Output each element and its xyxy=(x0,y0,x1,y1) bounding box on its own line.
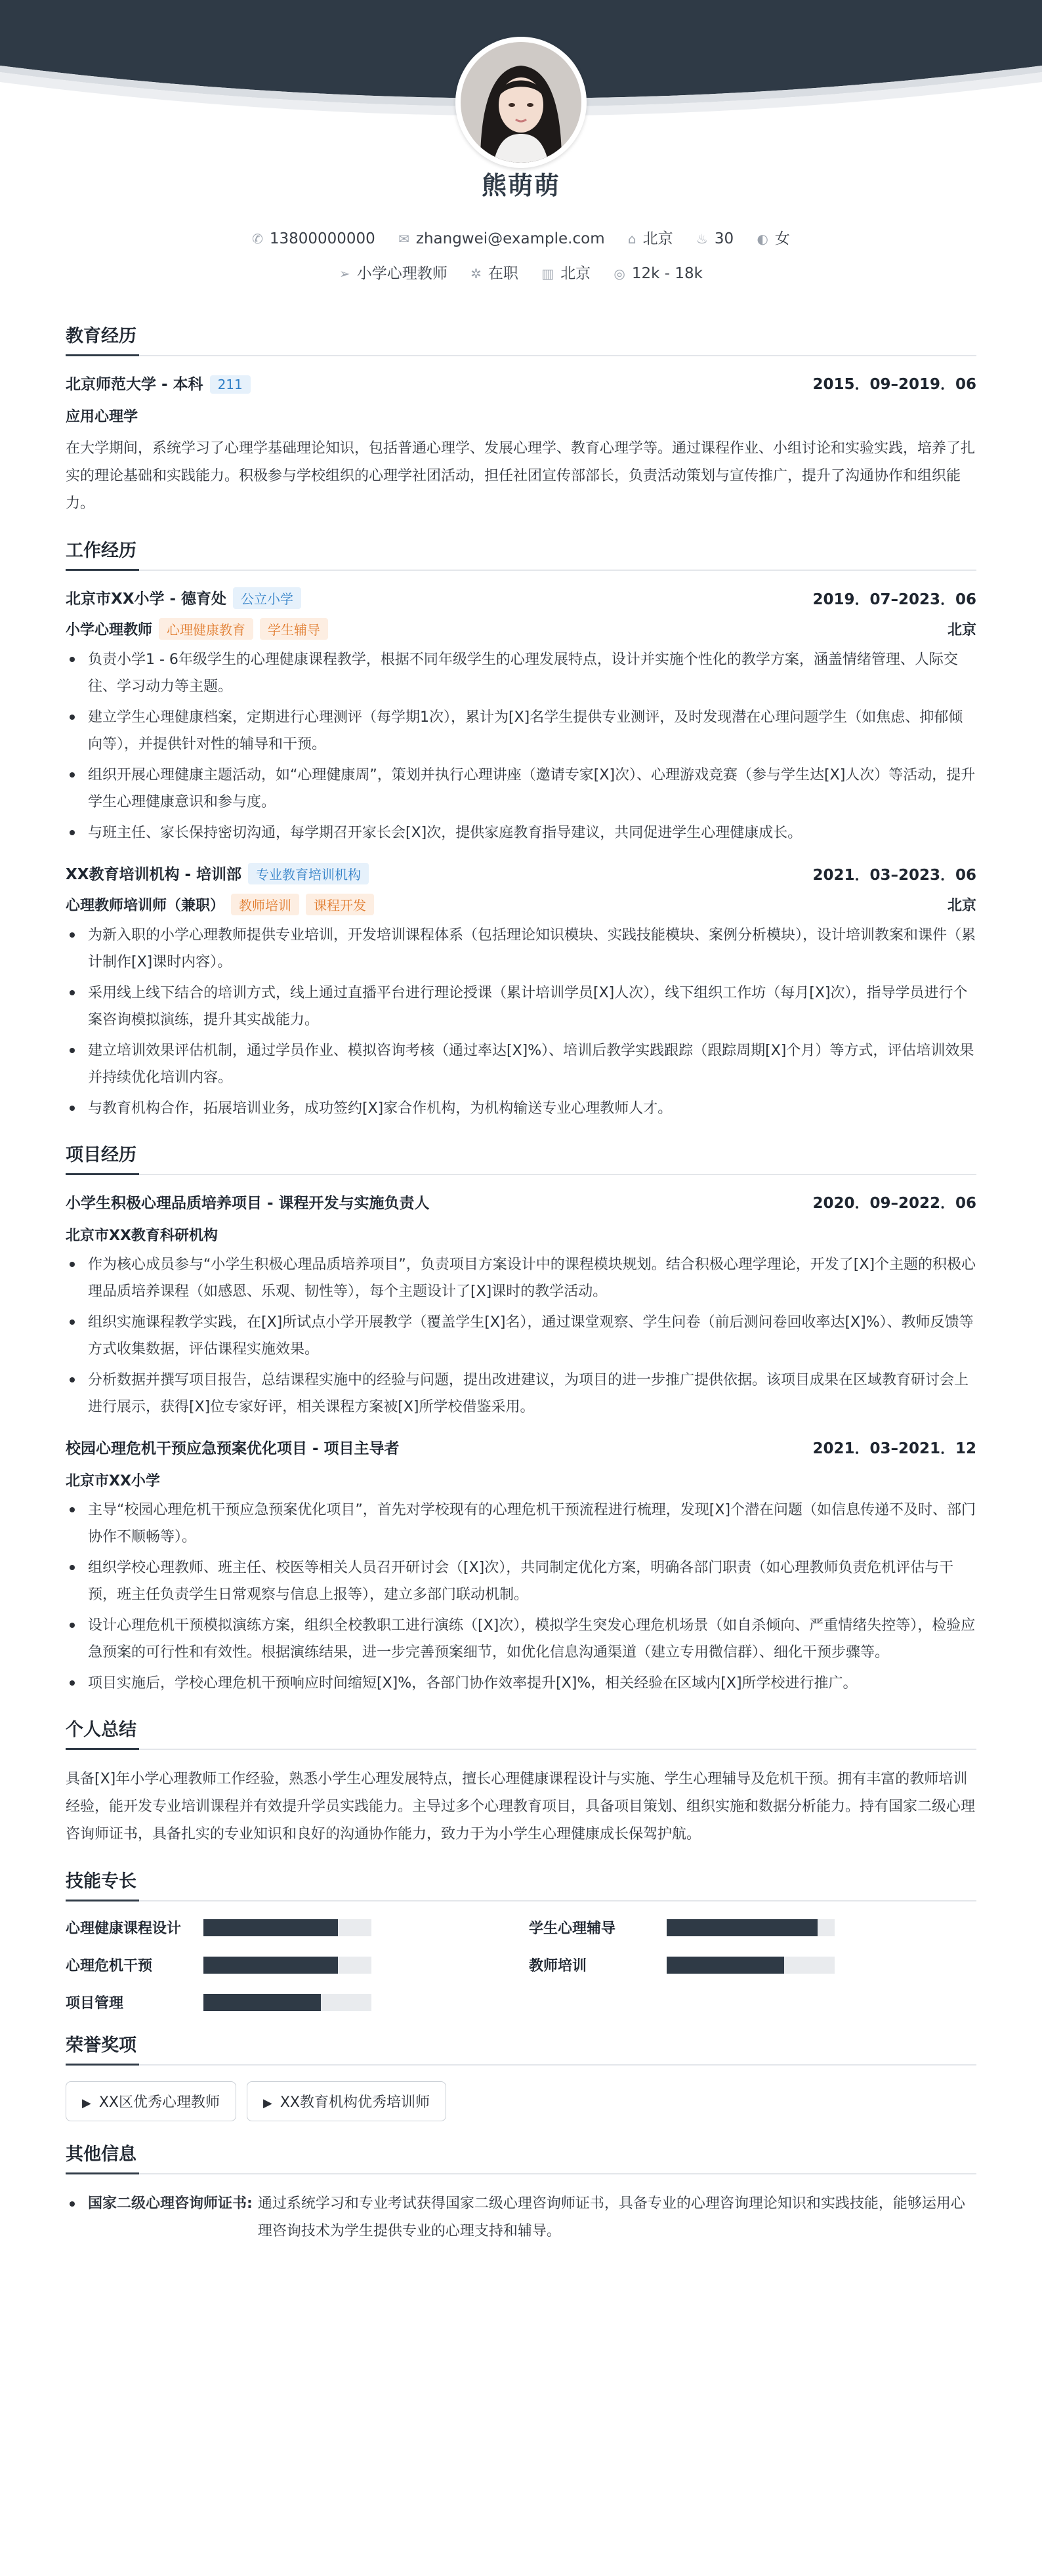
skills-section xyxy=(66,1867,976,2012)
resume-content xyxy=(66,322,976,2264)
email: ✉ zhangwei@example.com xyxy=(398,230,605,247)
work-bullets xyxy=(66,922,976,1122)
role-tag: 心理健康教育 xyxy=(159,618,253,640)
education-description: 在大学期间，系统学习了心理学基础理论知识，包括普通心理学、发展心理学、教育心理学等。通过课程作业、小组讨论和实验实践，培养了扎实的理论基础和实践能力。积极参与学校组织的心理学社团活动，担任社团宣传部部长，负责活动策划与宣传推广，提升了沟通协作和组织能力。 xyxy=(66,440,976,512)
work-org: XX教育培训机构 - 培训部 xyxy=(66,866,242,883)
desired-salary: ◎ 12k - 18k xyxy=(614,265,703,282)
role-row xyxy=(66,894,976,915)
project-entry xyxy=(66,1191,976,1421)
triangle-icon: ▶ xyxy=(82,2096,91,2110)
work-org-line xyxy=(66,587,301,609)
role-tag: 教师培训 xyxy=(231,894,299,915)
other-key: 国家二级心理咨询师证书: xyxy=(88,2195,253,2212)
honors-section xyxy=(66,2031,976,2121)
triangle-icon: ▶ xyxy=(263,2096,272,2110)
section-title: 项目经历 xyxy=(66,1140,976,1175)
project-header xyxy=(66,1191,976,1213)
job-status: ✲ 在职 xyxy=(470,265,518,282)
candidate-name: 熊萌萌 xyxy=(481,171,560,200)
work-section xyxy=(66,536,976,1122)
skills-grid xyxy=(66,1917,976,2012)
skill-label: 心理危机干预 xyxy=(66,1958,153,1974)
section-title: 技能专长 xyxy=(66,1867,976,1901)
school-tag: 211 xyxy=(210,375,251,394)
list-item: 负责小学1 - 6年级学生的心理健康课程教学，根据不同年级学生的心理发展特点，设计并实施个性化的教学方案，涵盖情绪管理、人际交往、学习动力等主题。 xyxy=(66,646,976,700)
skill-item xyxy=(66,1992,529,2012)
education-date: 2015．09–2019．06 xyxy=(812,376,976,393)
building-icon: ▥ xyxy=(541,266,554,281)
work-org-line xyxy=(66,862,369,884)
work-entry xyxy=(66,862,976,1122)
skill-label: 学生心理辅导 xyxy=(529,1921,616,1937)
project-name: 校园心理危机干预应急预案优化项目 - 项目主导者 xyxy=(66,1440,400,1457)
work-date: 2021．03–2023．06 xyxy=(812,866,976,884)
profile-photo xyxy=(461,42,581,163)
list-item: 与班主任、家长保持密切沟通，每学期召开家长会[X]次，提供家庭教育指导建议，共同促进学生心理健康成长。 xyxy=(66,820,976,846)
honor-badge xyxy=(247,2081,446,2121)
section-title: 教育经历 xyxy=(66,322,976,356)
skill-bar xyxy=(667,1919,835,1936)
gender: ◐ 女 xyxy=(757,230,790,247)
role: 小学心理教师 xyxy=(66,622,153,638)
work-date: 2019．07–2023．06 xyxy=(812,591,976,608)
desired-city: ▥ 北京 xyxy=(541,265,591,282)
work-header xyxy=(66,587,976,609)
list-item: 分析数据并撰写项目报告，总结课程实施中的经验与问题，提出改进建议，为项目的进一步推广提供依据。该项目成果在区域教育研讨会上进行展示，获得[X]位专家好评，相关课程方案被[X]所学校借鉴采用。 xyxy=(66,1367,976,1421)
list-item: 采用线上线下结合的培训方式，线上通过直播平台进行理论授课（累计培训学员[X]人次），线下组织工作坊（每月[X]次），指导学员进行个案咨询模拟演练，提升其实战能力。 xyxy=(66,980,976,1033)
role-line xyxy=(66,618,328,640)
section-title: 其他信息 xyxy=(66,2140,976,2174)
honor-badge xyxy=(66,2081,236,2121)
summary-section xyxy=(66,1715,976,1848)
list-item: 作为核心成员参与“小学生积极心理品质培养项目”，负责项目方案设计中的课程模块规划。结合积极心理学理论，开发了[X]个主题的积极心理品质培养课程（如感恩、乐观、韧性等），每个主题设计了[X]课时的教学活动。 xyxy=(66,1251,976,1305)
project-date: 2021．03–2021．12 xyxy=(812,1440,976,1457)
project-bullets xyxy=(66,1497,976,1697)
work-location: 北京 xyxy=(947,898,976,914)
summary-text: 具备[X]年小学心理教师工作经验，熟悉小学生心理发展特点，擅长心理健康课程设计与实施、学生心理辅导及危机干预。拥有丰富的教师培训经验，能开发专业培训课程并有效提升学员实践能力。主导过多个心理教育项目，具备项目策划、组织实施和数据分析能力。持有国家二级心理咨询师证书，具备扎实的专业知识和良好的沟通协作能力，致力于为小学生心理健康成长保驾护航。 xyxy=(66,1771,976,1842)
role: 心理教师培训师（兼职） xyxy=(66,898,225,914)
school-name: 北京师范大学 - 本科 xyxy=(66,376,203,393)
project-date: 2020．09–2022．06 xyxy=(812,1195,976,1212)
work-bullets xyxy=(66,646,976,846)
project-header xyxy=(66,1436,976,1458)
list-item: 组织实施课程教学实践，在[X]所试点小学开展教学（覆盖学生[X]名），通过课堂观察、学生问卷（前后测问卷回收率达[X]%）、教师反馈等方式收集数据，评估课程实施效果。 xyxy=(66,1309,976,1363)
list-item: 组织开展心理健康主题活动，如“心理健康周”，策划并执行心理讲座（邀请专家[X]次）、心理游戏竞赛（参与学生达[X]人次）等活动，提升学生心理健康意识和参与度。 xyxy=(66,762,976,816)
skill-bar xyxy=(203,1994,371,2011)
role-tag: 课程开发 xyxy=(306,894,374,915)
send-icon: ➢ xyxy=(339,266,350,281)
project-entry xyxy=(66,1436,976,1697)
education-section xyxy=(66,322,976,518)
skill-bar-fill xyxy=(203,1919,338,1936)
skill-bar xyxy=(667,1957,835,1974)
work-location: 北京 xyxy=(947,622,976,638)
list-item: 建立学生心理健康档案，定期进行心理测评（每学期1次），累计为[X]名学生提供专业测评，及时发现潜在心理问题学生（如焦虑、抑郁倾向等），并提供针对性的辅导和干预。 xyxy=(66,704,976,758)
project-org: 北京市XX小学 xyxy=(66,1473,160,1489)
city: ⌂ 北京 xyxy=(627,230,673,247)
skill-bar-fill xyxy=(667,1919,818,1936)
desired-position: ➢ 小学心理教师 xyxy=(339,265,448,282)
work-header xyxy=(66,862,976,884)
section-title: 工作经历 xyxy=(66,536,976,571)
other-section xyxy=(66,2140,976,2245)
skill-bar-fill xyxy=(667,1957,784,1974)
gear-icon: ✲ xyxy=(470,266,482,281)
work-org: 北京市XX小学 - 德育处 xyxy=(66,591,227,608)
role-row xyxy=(66,618,976,640)
education-header xyxy=(66,372,976,394)
skill-label: 教师培训 xyxy=(529,1958,587,1974)
work-entry xyxy=(66,587,976,846)
contact-row xyxy=(0,226,1042,248)
major: 应用心理学 xyxy=(66,409,138,425)
list-item: 主导“校园心理危机干预应急预案优化项目”，首先对学校现有的心理危机干预流程进行梳理，发现[X]个潜在问题（如信息传递不及时、部门协作不顺畅等）。 xyxy=(66,1497,976,1550)
skill-bar-fill xyxy=(203,1957,338,1974)
list-item: 项目实施后，学校心理危机干预响应时间缩短[X]%，各部门协作效率提升[X]%，相关经验在区域内[X]所学校进行推广。 xyxy=(66,1670,976,1697)
cake-icon: ♨ xyxy=(696,231,708,247)
skill-bar xyxy=(203,1919,371,1936)
section-title: 个人总结 xyxy=(66,1715,976,1750)
mail-icon: ✉ xyxy=(398,231,409,247)
projects-section xyxy=(66,1140,976,1697)
age: ♨ 30 xyxy=(696,230,734,247)
school-line xyxy=(66,372,251,394)
honors-list xyxy=(66,2081,976,2121)
list-item: 与教育机构合作，拓展培训业务，成功签约[X]家合作机构，为机构输送专业心理教师人才。 xyxy=(66,1095,976,1122)
list-item: 设计心理危机干预模拟演练方案，组织全校教职工进行演练（[X]次），模拟学生突发心理危机场景（如自杀倾向、严重情绪失控等），检验应急预案的可行性和有效性。根据演练结果，进一步完善预案细节，如优化信息沟通渠道（建立专用微信群）、细化干预步骤等。 xyxy=(66,1612,976,1666)
skill-label: 项目管理 xyxy=(66,1995,124,2012)
avatar xyxy=(455,37,587,168)
skill-item xyxy=(66,1955,529,1975)
gender-icon: ◐ xyxy=(757,231,768,247)
money-icon: ◎ xyxy=(614,266,625,281)
project-bullets xyxy=(66,1251,976,1421)
phone: ✆ 13800000000 xyxy=(252,230,375,247)
skill-item xyxy=(529,1917,976,1938)
other-item xyxy=(66,2190,976,2245)
project-name: 小学生积极心理品质培养项目 - 课程开发与实施负责人 xyxy=(66,1195,430,1212)
skill-bar-fill xyxy=(203,1994,321,2011)
honor-label: XX区优秀心理教师 xyxy=(98,2094,220,2111)
list-item: 组织学校心理教师、班主任、校医等相关人员召开研讨会（[X]次），共同制定优化方案，明确各部门职责（如心理教师负责危机评估与干预，班主任负责学生日常观察与信息上报等），建立多部门联动机制。 xyxy=(66,1554,976,1608)
role-line xyxy=(66,894,374,915)
org-tag: 公立小学 xyxy=(233,587,301,609)
list-item: 为新入职的小学心理教师提供专业培训，开发培训课程体系（包括理论知识模块、实践技能模块、案例分析模块），设计培训教案和课件（累计制作[X]课时内容）。 xyxy=(66,922,976,976)
honor-label: XX教育机构优秀培训师 xyxy=(280,2094,430,2111)
phone-icon: ✆ xyxy=(252,231,263,247)
section-title: 荣誉奖项 xyxy=(66,2031,976,2066)
home-icon: ⌂ xyxy=(627,231,636,247)
list-item: 建立培训效果评估机制，通过学员作业、模拟咨询考核（通过率达[X]%）、培训后教学实践跟踪（跟踪周期[X]个月）等方式，评估培训效果并持续优化培训内容。 xyxy=(66,1037,976,1091)
skill-item xyxy=(66,1917,529,1938)
skill-bar xyxy=(203,1957,371,1974)
project-org: 北京市XX教育科研机构 xyxy=(66,1228,218,1244)
org-tag: 专业教育培训机构 xyxy=(248,863,369,884)
role-tag: 学生辅导 xyxy=(260,618,328,640)
job-intent-row xyxy=(0,261,1042,283)
skill-label: 心理健康课程设计 xyxy=(66,1921,182,1937)
other-value: 通过系统学习和专业考试获得国家二级心理咨询师证书，具备专业的心理咨询理论知识和实践技能，能够运用心理咨询技术为学生提供专业的心理支持和辅导。 xyxy=(257,2195,965,2239)
skill-item xyxy=(529,1955,976,1975)
